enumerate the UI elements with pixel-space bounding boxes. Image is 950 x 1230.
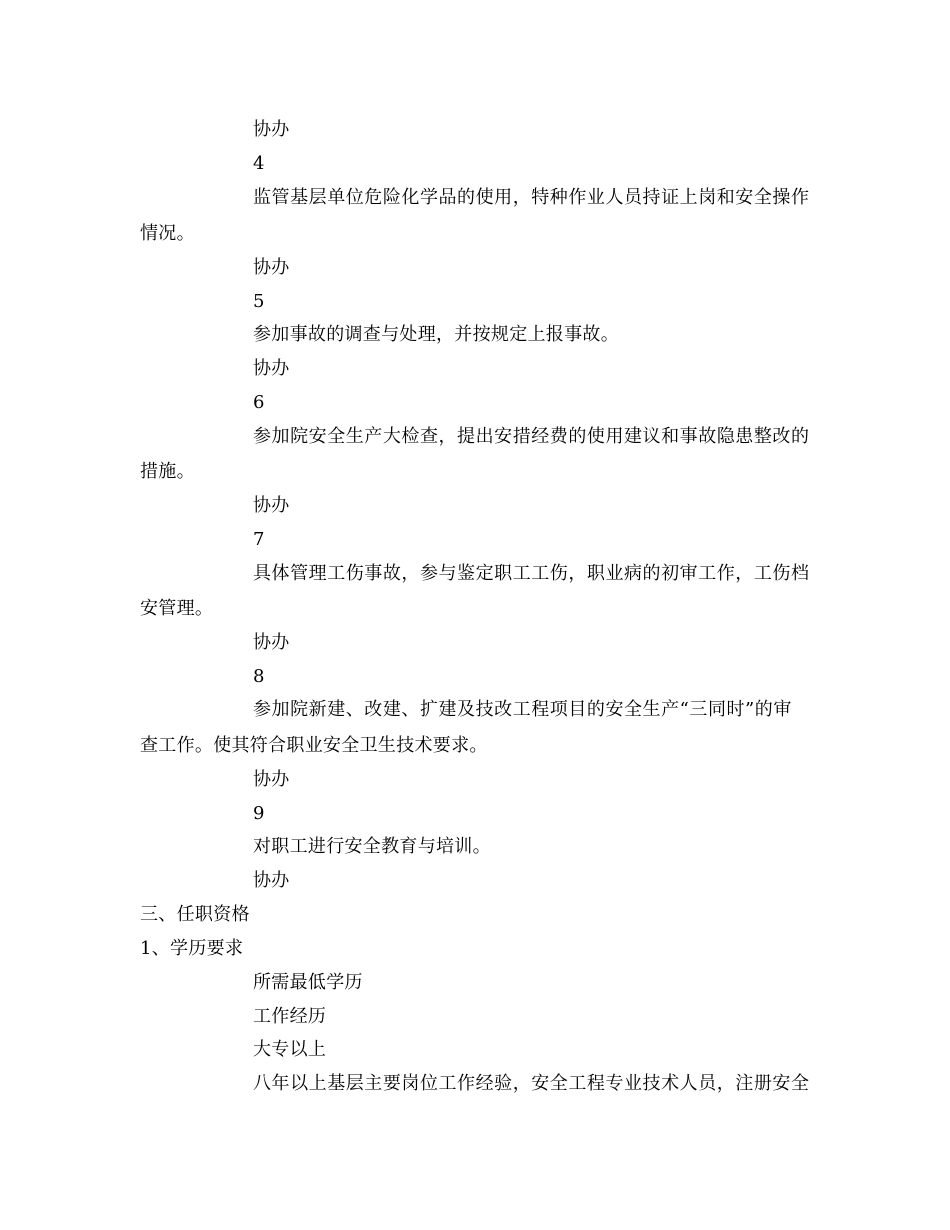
text-line: 协办 xyxy=(253,870,290,891)
text-line: 具体管理工伤事故，参与鉴定职工工伤，职业病的初审工作，工伤档 xyxy=(253,563,810,584)
text-line: 所需最低学历 xyxy=(253,972,363,993)
text-line: 情况。 xyxy=(140,223,195,244)
text-line: 6 xyxy=(253,392,265,413)
text-line: 参加院安全生产大检查，提出安措经费的使用建议和事故隐患整改的 xyxy=(253,426,810,447)
text-line: 协办 xyxy=(253,632,290,653)
text-line: 协办 xyxy=(253,358,290,379)
text-line: 监管基层单位危险化学品的使用，特种作业人员持证上岗和安全操作 xyxy=(253,187,810,208)
text-line: 协办 xyxy=(253,119,290,140)
text-line: 参加院新建、改建、扩建及技改工程项目的安全生产“三同时”的审 xyxy=(253,699,792,720)
text-line: 查工作。使其符合职业安全卫生技术要求。 xyxy=(140,735,488,756)
text-line: 八年以上基层主要岗位工作经验，安全工程专业技术人员，注册安全 xyxy=(253,1073,810,1094)
subsection-heading: 1、学历要求 xyxy=(140,938,244,959)
text-line: 8 xyxy=(253,666,265,687)
text-line: 协办 xyxy=(253,495,290,516)
text-line: 7 xyxy=(253,529,265,550)
text-line: 4 xyxy=(253,153,265,174)
text-line: 9 xyxy=(253,803,265,824)
text-line: 大专以上 xyxy=(253,1039,327,1060)
text-line: 协办 xyxy=(253,257,290,278)
text-line: 对职工进行安全教育与培训。 xyxy=(253,836,491,857)
section-heading: 三、任职资格 xyxy=(140,904,250,925)
text-line: 安管理。 xyxy=(140,598,214,619)
text-line: 工作经历 xyxy=(253,1006,327,1027)
text-line: 措施。 xyxy=(140,461,195,482)
text-line: 参加事故的调查与处理，并按规定上报事故。 xyxy=(253,324,619,345)
text-line: 协办 xyxy=(253,769,290,790)
text-line: 5 xyxy=(253,291,265,312)
